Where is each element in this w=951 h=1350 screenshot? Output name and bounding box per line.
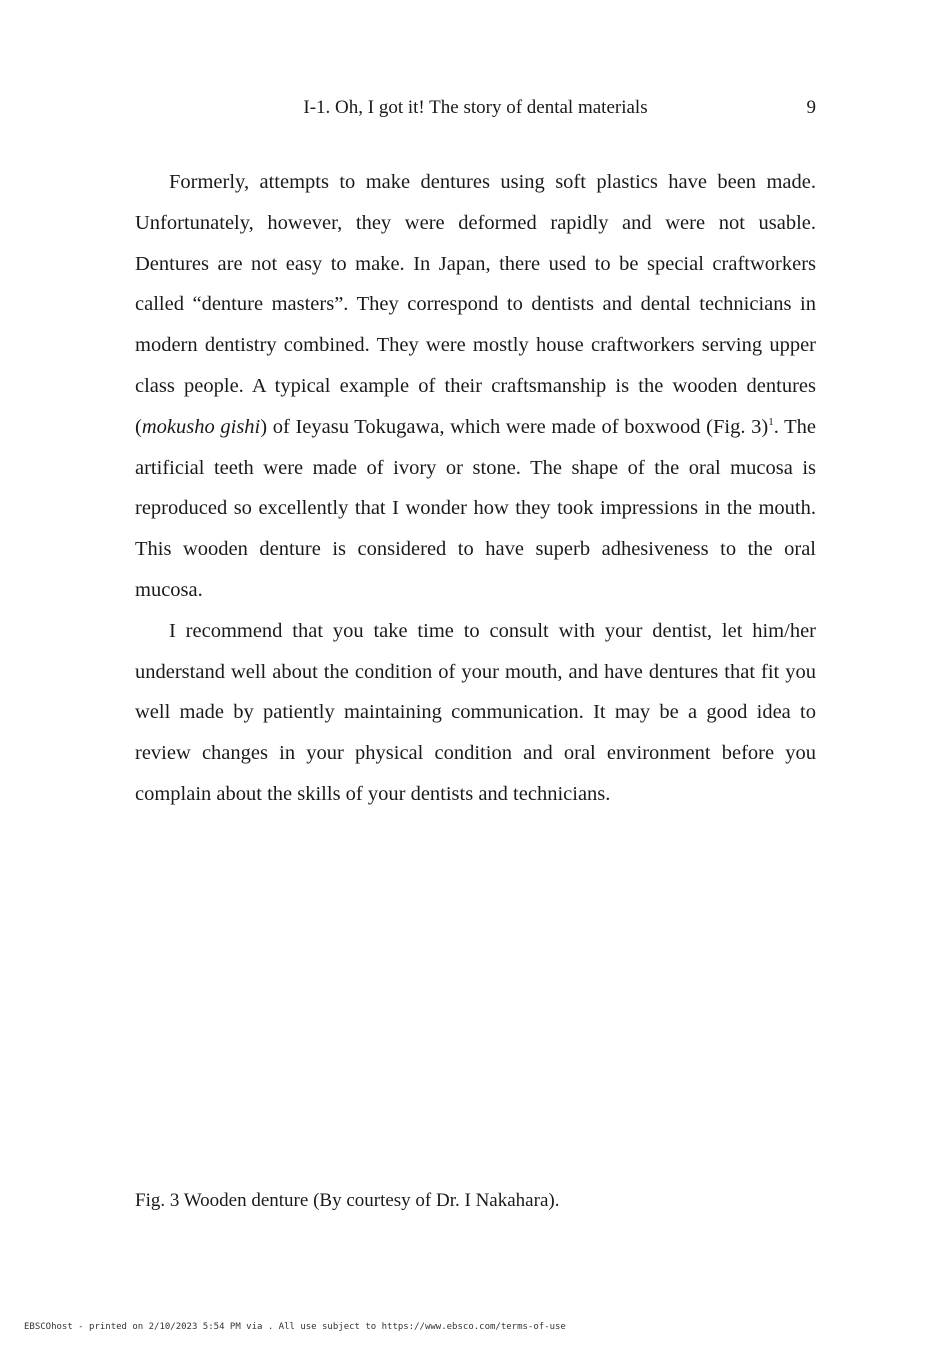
paragraph-1 xyxy=(135,162,816,611)
running-title: I-1. Oh, I got it! The story of dental materials xyxy=(303,97,648,118)
figure-image-area xyxy=(135,840,816,1170)
reference-superscript: 1 xyxy=(768,415,774,428)
paragraph-1-text-a: Formerly, attempts to make dentures using soft plastics have been made. Unfortunately, however, they were deformed rapidly and were not usable. Dentures are not easy to make. In Japan, there used to be special craftworkers called “denture masters”. They correspond to dentists and dental technicians in modern dentistry combined. They were mostly house craftworkers serving upper class people. A typical example of their craftsmanship is the wooden dentures ( xyxy=(135,171,816,438)
paragraph-2: I recommend that you take time to consult with your dentist, let him/her understand well about the condition of your mouth, and have dentures that fit you well made by patiently maintaining communication. It may be a good idea to review changes in your physical condition and oral environment before you complain about the skills of your dentists and technicians. xyxy=(135,619,816,805)
paragraph-1-text-b: ) of Ieyasu Tokugawa, which were made of boxwood (Fig. 3) xyxy=(260,415,769,438)
body-text xyxy=(135,162,816,815)
footer-note: EBSCOhost - printed on 2/10/2023 5:54 PM via . All use subject to https://www.ebsco.com/terms-of-use xyxy=(24,1322,566,1332)
figure-caption: Fig. 3 Wooden denture (By courtesy of Dr. I Nakahara). xyxy=(135,1190,560,1211)
italic-term: mokusho gishi xyxy=(141,415,261,438)
page-number: 9 xyxy=(806,97,816,118)
running-header xyxy=(135,97,816,123)
paragraph-1-text-c: . The artificial teeth were made of ivory or stone. The shape of the oral mucosa is reproduced so excellently that I wonder how they took impressions in the mouth. This wooden denture is considered to have superb adhesiveness to the oral mucosa. xyxy=(135,415,816,601)
